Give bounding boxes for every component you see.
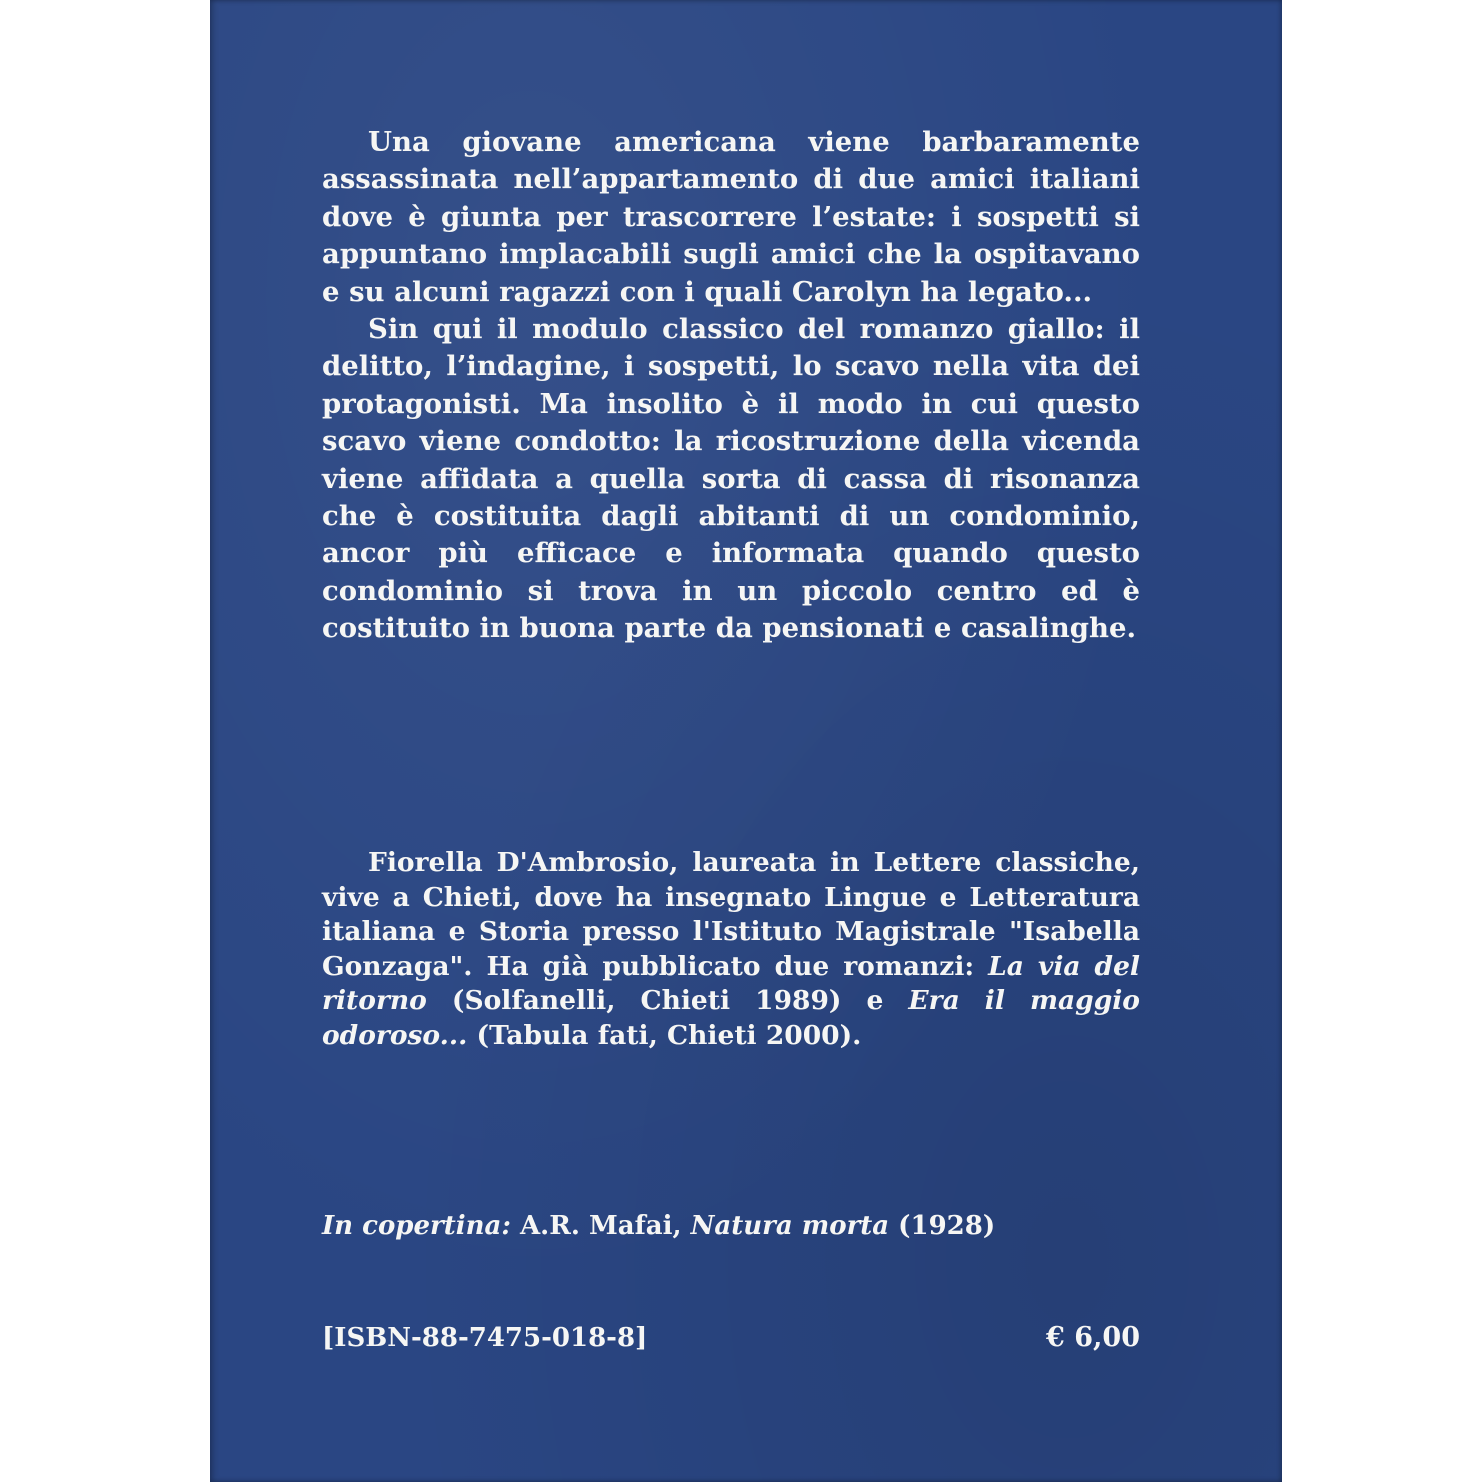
bio-text-1: Fiorella D'Ambrosio, laureata in Lettere classiche, vive a Chieti, dove ha insegnato Lingue e Letteratura italiana e Storia presso l'Istituto Magistrale "Isabella Gonzaga". Ha già pubblicato due romanzi: xyxy=(322,847,1140,982)
synopsis xyxy=(322,124,1140,648)
bio-title-2: Era il maggio odoroso... xyxy=(322,985,1140,1051)
cover-credit xyxy=(322,1208,995,1244)
price: € 6,00 xyxy=(1046,1322,1140,1353)
author-bio xyxy=(322,846,1140,1054)
cover-credit-work: Natura morta xyxy=(690,1211,890,1241)
isbn: [ISBN-88-7475-018-8] xyxy=(322,1323,648,1353)
author-bio-paragraph xyxy=(322,846,1140,1054)
cover-credit-year: (1928) xyxy=(889,1211,996,1241)
bio-text-2: (Solfanelli, Chieti 1989) e xyxy=(426,985,909,1017)
synopsis-paragraph-2: Sin qui il modulo classico del romanzo giallo: il delitto, l’indagine, i sospetti, lo scavo nella vita dei protagonisti. Ma insolito è il modo in cui questo scavo viene condotto: la ricostruzione della vicenda viene affidata a quella sorta di cassa di risonanza che è costituita dagli abitanti di un condominio, ancor più efficace e informata quando questo condominio si trova in un piccolo centro ed è costituito in buona parte da pensionati e casalinghe. xyxy=(322,313,1140,645)
cover-credit-artist: A.R. Mafai, xyxy=(510,1211,691,1241)
synopsis-paragraph-1: Una giovane americana viene barbaramente assassinata nell’appartamento di due amici italiani dove è giunta per trascorrere l’estate: i sospetti si appuntano implacabili sugli amici che la ospitavano e su alcuni ragazzi con i quali Carolyn ha legato... xyxy=(322,126,1140,308)
bio-text-3: (Tabula fati, Chieti 2000). xyxy=(467,1019,862,1051)
bio-title-1: La via del ritorno xyxy=(322,950,1140,1017)
cover-credit-label: In copertina: xyxy=(322,1211,511,1241)
